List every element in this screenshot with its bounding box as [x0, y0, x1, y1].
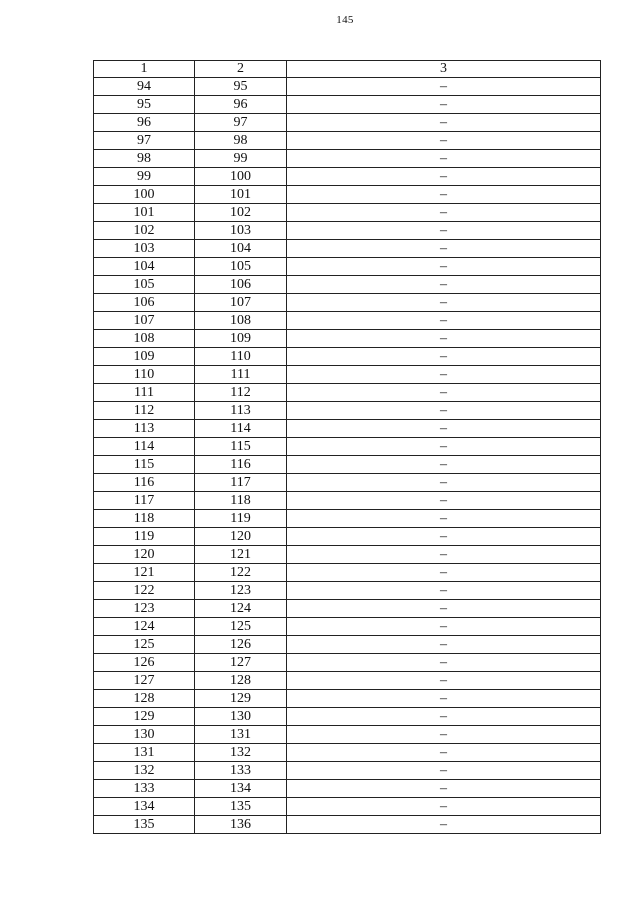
cell-col-1: 100 — [94, 186, 195, 204]
cell-col-2: 121 — [195, 546, 287, 564]
cell-col-1: 97 — [94, 132, 195, 150]
cell-col-1: 102 — [94, 222, 195, 240]
cell-col-2: 102 — [195, 204, 287, 222]
table-row — [94, 456, 601, 474]
cell-col-1: 114 — [94, 438, 195, 456]
cell-col-1: 118 — [94, 510, 195, 528]
cell-col-2: 127 — [195, 654, 287, 672]
table-body — [94, 78, 601, 834]
table-row — [94, 420, 601, 438]
table-row — [94, 312, 601, 330]
column-header-3: 3 — [287, 61, 601, 78]
cell-col-2: 103 — [195, 222, 287, 240]
cell-col-3: – — [287, 420, 601, 438]
header-row — [94, 61, 601, 78]
cell-col-1: 101 — [94, 204, 195, 222]
table-row — [94, 654, 601, 672]
cell-col-2: 129 — [195, 690, 287, 708]
table-row — [94, 762, 601, 780]
cell-col-3: – — [287, 510, 601, 528]
cell-col-2: 115 — [195, 438, 287, 456]
cell-col-3: – — [287, 564, 601, 582]
cell-col-3: – — [287, 672, 601, 690]
cell-col-3: – — [287, 798, 601, 816]
cell-col-1: 94 — [94, 78, 195, 96]
table-row — [94, 150, 601, 168]
cell-col-3: – — [287, 816, 601, 834]
table-row — [94, 276, 601, 294]
cell-col-2: 122 — [195, 564, 287, 582]
cell-col-3: – — [287, 456, 601, 474]
cell-col-3: – — [287, 474, 601, 492]
cell-col-2: 118 — [195, 492, 287, 510]
cell-col-2: 136 — [195, 816, 287, 834]
cell-col-2: 113 — [195, 402, 287, 420]
cell-col-3: – — [287, 708, 601, 726]
cell-col-1: 109 — [94, 348, 195, 366]
column-header-2: 2 — [195, 61, 287, 78]
cell-col-3: – — [287, 240, 601, 258]
table-row — [94, 474, 601, 492]
cell-col-3: – — [287, 690, 601, 708]
cell-col-1: 106 — [94, 294, 195, 312]
cell-col-2: 110 — [195, 348, 287, 366]
table-row — [94, 78, 601, 96]
table-row — [94, 258, 601, 276]
cell-col-3: – — [287, 528, 601, 546]
cell-col-3: – — [287, 744, 601, 762]
cell-col-3: – — [287, 366, 601, 384]
data-table — [93, 60, 601, 834]
cell-col-1: 127 — [94, 672, 195, 690]
table-row — [94, 366, 601, 384]
cell-col-1: 124 — [94, 618, 195, 636]
cell-col-3: – — [287, 258, 601, 276]
table-row — [94, 708, 601, 726]
cell-col-2: 116 — [195, 456, 287, 474]
cell-col-1: 126 — [94, 654, 195, 672]
cell-col-3: – — [287, 150, 601, 168]
table-row — [94, 510, 601, 528]
cell-col-1: 96 — [94, 114, 195, 132]
table-row — [94, 222, 601, 240]
table-row — [94, 132, 601, 150]
cell-col-2: 112 — [195, 384, 287, 402]
cell-col-3: – — [287, 78, 601, 96]
cell-col-1: 135 — [94, 816, 195, 834]
cell-col-3: – — [287, 330, 601, 348]
cell-col-3: – — [287, 438, 601, 456]
table-row — [94, 402, 601, 420]
table-row — [94, 528, 601, 546]
cell-col-1: 128 — [94, 690, 195, 708]
table-row — [94, 582, 601, 600]
cell-col-2: 99 — [195, 150, 287, 168]
cell-col-2: 98 — [195, 132, 287, 150]
cell-col-3: – — [287, 312, 601, 330]
cell-col-1: 107 — [94, 312, 195, 330]
table-row — [94, 564, 601, 582]
cell-col-3: – — [287, 654, 601, 672]
cell-col-1: 130 — [94, 726, 195, 744]
table-row — [94, 492, 601, 510]
cell-col-1: 119 — [94, 528, 195, 546]
cell-col-2: 108 — [195, 312, 287, 330]
cell-col-1: 134 — [94, 798, 195, 816]
cell-col-2: 119 — [195, 510, 287, 528]
table-row — [94, 384, 601, 402]
table-row — [94, 816, 601, 834]
cell-col-1: 125 — [94, 636, 195, 654]
cell-col-2: 134 — [195, 780, 287, 798]
cell-col-3: – — [287, 348, 601, 366]
table-row — [94, 744, 601, 762]
cell-col-1: 133 — [94, 780, 195, 798]
table-header — [94, 61, 601, 78]
cell-col-3: – — [287, 492, 601, 510]
cell-col-3: – — [287, 726, 601, 744]
table-row — [94, 330, 601, 348]
cell-col-1: 99 — [94, 168, 195, 186]
cell-col-2: 135 — [195, 798, 287, 816]
cell-col-1: 112 — [94, 402, 195, 420]
cell-col-2: 133 — [195, 762, 287, 780]
cell-col-1: 105 — [94, 276, 195, 294]
table-row — [94, 186, 601, 204]
cell-col-2: 97 — [195, 114, 287, 132]
cell-col-2: 125 — [195, 618, 287, 636]
cell-col-3: – — [287, 762, 601, 780]
cell-col-3: – — [287, 582, 601, 600]
cell-col-3: – — [287, 222, 601, 240]
cell-col-1: 104 — [94, 258, 195, 276]
table-row — [94, 726, 601, 744]
cell-col-1: 108 — [94, 330, 195, 348]
cell-col-1: 115 — [94, 456, 195, 474]
cell-col-1: 122 — [94, 582, 195, 600]
cell-col-2: 130 — [195, 708, 287, 726]
cell-col-2: 111 — [195, 366, 287, 384]
cell-col-1: 113 — [94, 420, 195, 438]
cell-col-2: 107 — [195, 294, 287, 312]
cell-col-2: 123 — [195, 582, 287, 600]
cell-col-3: – — [287, 546, 601, 564]
cell-col-2: 117 — [195, 474, 287, 492]
cell-col-2: 95 — [195, 78, 287, 96]
cell-col-1: 120 — [94, 546, 195, 564]
page-number: 145 — [336, 14, 354, 26]
cell-col-3: – — [287, 636, 601, 654]
cell-col-3: – — [287, 618, 601, 636]
cell-col-1: 111 — [94, 384, 195, 402]
cell-col-3: – — [287, 168, 601, 186]
cell-col-1: 116 — [94, 474, 195, 492]
cell-col-3: – — [287, 186, 601, 204]
cell-col-2: 131 — [195, 726, 287, 744]
table-row — [94, 438, 601, 456]
cell-col-1: 117 — [94, 492, 195, 510]
cell-col-1: 132 — [94, 762, 195, 780]
cell-col-1: 123 — [94, 600, 195, 618]
cell-col-1: 121 — [94, 564, 195, 582]
table-row — [94, 690, 601, 708]
cell-col-1: 110 — [94, 366, 195, 384]
table-row — [94, 114, 601, 132]
cell-col-2: 96 — [195, 96, 287, 114]
cell-col-1: 131 — [94, 744, 195, 762]
cell-col-3: – — [287, 114, 601, 132]
cell-col-3: – — [287, 294, 601, 312]
table-row — [94, 780, 601, 798]
cell-col-2: 128 — [195, 672, 287, 690]
cell-col-2: 101 — [195, 186, 287, 204]
table-row — [94, 618, 601, 636]
cell-col-2: 100 — [195, 168, 287, 186]
cell-col-2: 124 — [195, 600, 287, 618]
cell-col-3: – — [287, 402, 601, 420]
table-row — [94, 204, 601, 222]
table-row — [94, 96, 601, 114]
table-row — [94, 546, 601, 564]
table-row — [94, 600, 601, 618]
table-row — [94, 636, 601, 654]
cell-col-2: 132 — [195, 744, 287, 762]
cell-col-2: 120 — [195, 528, 287, 546]
cell-col-3: – — [287, 96, 601, 114]
cell-col-2: 106 — [195, 276, 287, 294]
table-row — [94, 348, 601, 366]
table-row — [94, 240, 601, 258]
cell-col-3: – — [287, 276, 601, 294]
cell-col-2: 114 — [195, 420, 287, 438]
cell-col-3: – — [287, 204, 601, 222]
cell-col-2: 126 — [195, 636, 287, 654]
cell-col-2: 109 — [195, 330, 287, 348]
table-row — [94, 798, 601, 816]
table-row — [94, 294, 601, 312]
cell-col-1: 95 — [94, 96, 195, 114]
cell-col-1: 129 — [94, 708, 195, 726]
cell-col-3: – — [287, 600, 601, 618]
cell-col-2: 105 — [195, 258, 287, 276]
cell-col-2: 104 — [195, 240, 287, 258]
column-header-1: 1 — [94, 61, 195, 78]
table-row — [94, 168, 601, 186]
table-row — [94, 672, 601, 690]
cell-col-3: – — [287, 384, 601, 402]
cell-col-1: 103 — [94, 240, 195, 258]
cell-col-3: – — [287, 132, 601, 150]
cell-col-1: 98 — [94, 150, 195, 168]
cell-col-3: – — [287, 780, 601, 798]
